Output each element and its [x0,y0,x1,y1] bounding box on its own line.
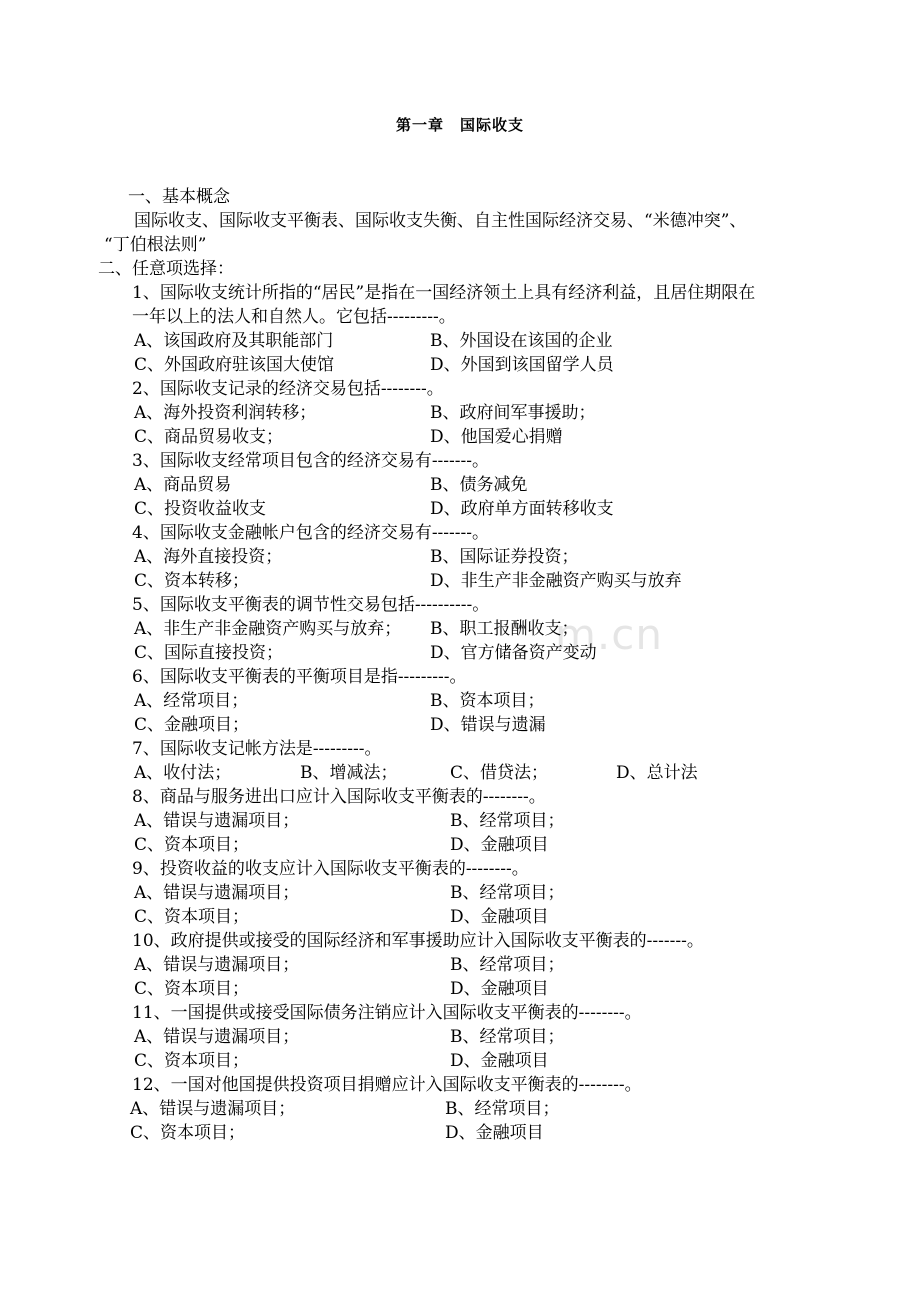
question-5: 5、国际收支平衡表的调节性交易包括----------。 [132,595,490,615]
section2-heading: 二、任意项选择： [98,259,234,279]
option-b: B、职工报酬收支； [430,619,579,639]
option-d: D、错误与遗漏 [430,715,546,735]
option-a: A、非生产非金融资产购买与放弃； [134,619,402,639]
option-d: D、官方储备资产变动 [430,643,597,663]
option-a: A、海外投资利润转移； [134,403,317,423]
option-a: A、错误与遗漏项目； [134,955,300,975]
option-c: C、借贷法； [450,763,549,783]
option-b: B、债务减免 [430,475,528,495]
question-8: 8、商品与服务进出口应计入国际收支平衡表的--------。 [132,787,546,807]
option-a: A、错误与遗漏项目； [130,1099,296,1119]
option-b: B、经常项目； [450,955,565,975]
option-d: D、金融项目 [450,1051,549,1071]
option-c: C、国际直接投资； [134,643,284,663]
option-d: D、他国爱心捐赠 [430,427,563,447]
option-b: B、经常项目； [450,811,565,831]
option-c: C、投资收益收支 [134,499,267,519]
option-b: B、外国设在该国的企业 [430,331,613,351]
option-c: C、外国政府驻该国大使馆 [134,355,335,375]
question-4: 4、国际收支金融帐户包含的经济交易有-------。 [132,523,490,543]
option-d: D、金融项目 [450,979,549,999]
option-a: A、该国政府及其职能部门 [134,331,334,351]
option-b: B、政府间军事援助； [430,403,596,423]
option-a: A、经常项目； [134,691,249,711]
watermark: m.cn [555,610,663,659]
option-d: D、金融项目 [450,835,549,855]
option-d: D、金融项目 [450,907,549,927]
option-a: A、收付法； [134,763,232,783]
option-c: C、资本转移； [134,571,250,591]
question-3: 3、国际收支经常项目包含的经济交易有-------。 [132,451,490,471]
section1-body-line1: 国际收支、国际收支平衡表、国际收支失衡、自主性国际经济交易、“米德冲突”、 [134,211,747,231]
section1-heading: 一、基本概念 [128,187,230,207]
question-2: 2、国际收支记录的经济交易包括--------。 [132,379,444,399]
option-a: A、错误与遗漏项目； [134,811,300,831]
question-1-line2: 一年以上的法人和自然人。它包括---------。 [132,307,456,327]
question-1-line1: 1、国际收支统计所指的“居民”是指在一国经济领土上具有经济利益，且居住期限在 [132,283,756,303]
option-a: A、海外直接投资； [134,547,283,567]
question-12: 12、一国对他国提供投资项目捐赠应计入国际收支平衡表的--------。 [132,1075,642,1095]
option-c: C、资本项目； [134,1051,250,1071]
option-d: D、政府单方面转移收支 [430,499,614,519]
option-b: B、经常项目； [445,1099,560,1119]
section1-body-line2: “丁伯根法则” [104,235,207,255]
option-d: D、金融项目 [445,1123,544,1143]
option-a: A、错误与遗漏项目； [134,883,300,903]
option-a: A、错误与遗漏项目； [134,1027,300,1047]
option-b: B、资本项目； [430,691,545,711]
option-b: B、经常项目； [450,1027,565,1047]
option-c: C、资本项目； [134,979,250,999]
question-10: 10、政府提供或接受的国际经济和军事援助应计入国际收支平衡表的-------。 [132,931,704,951]
option-a: A、商品贸易 [134,475,232,495]
question-7: 7、国际收支记帐方法是---------。 [132,739,382,759]
option-b: B、增减法； [300,763,398,783]
option-d: D、非生产非金融资产购买与放弃 [430,571,682,591]
option-c: C、资本项目； [134,835,250,855]
question-11: 11、一国提供或接受国际债务注销应计入国际收支平衡表的--------。 [132,1003,642,1023]
question-6: 6、国际收支平衡表的平衡项目是指---------。 [132,667,467,687]
option-c: C、金融项目； [134,715,250,735]
option-c: C、资本项目； [134,907,250,927]
question-9: 9、投资收益的收支应计入国际收支平衡表的--------。 [132,859,529,879]
option-b: B、国际证券投资； [430,547,579,567]
option-d: D、外国到该国留学人员 [430,355,614,375]
option-b: B、经常项目； [450,883,565,903]
option-c: C、商品贸易收支； [134,427,284,447]
option-d: D、总计法 [616,763,698,783]
option-c: C、资本项目； [130,1123,246,1143]
chapter-title: 第一章 国际收支 [395,116,524,134]
